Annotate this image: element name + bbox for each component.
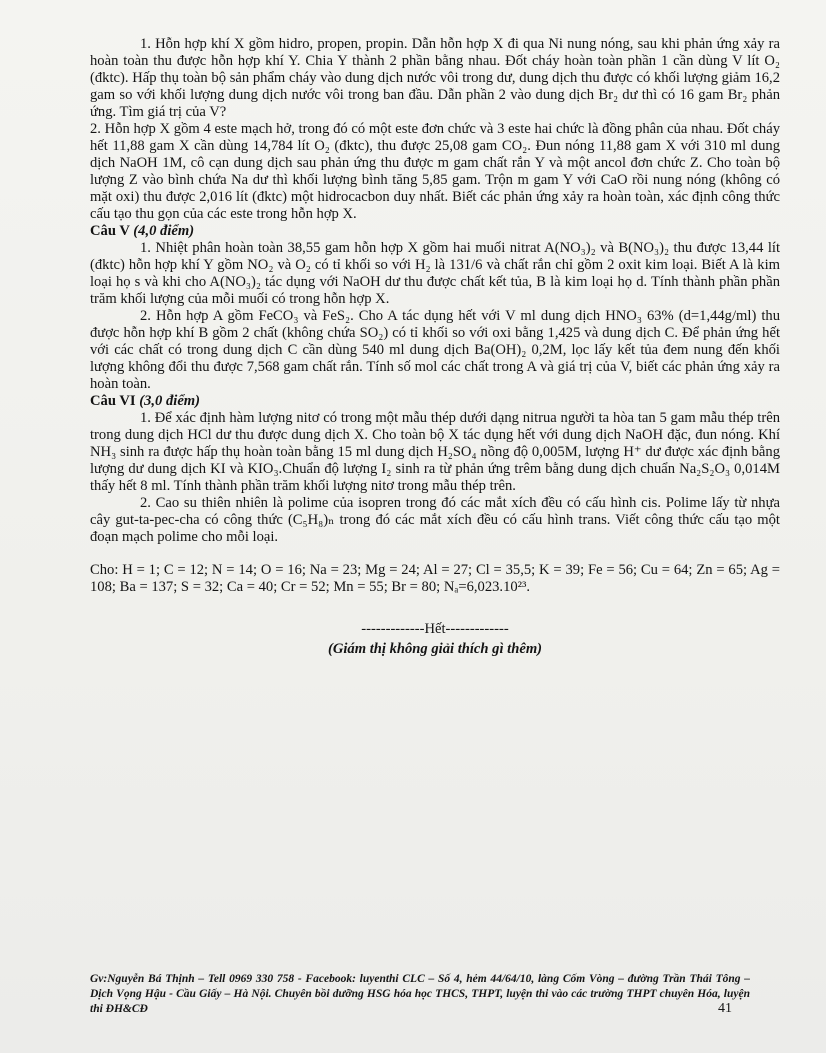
page-number: 41 xyxy=(718,1001,732,1016)
atomic-masses: Cho: H = 1; C = 12; N = 14; O = 16; Na = 23; Mg = 24; Al = 27; Cl = 35,5; K = 39; Fe = 56; Cu = 64; Zn = 65; Ag = 108; Ba = 137; S = 32; Ca = 40; Cr = 52; Mn = 55; Br = 80; Nₐ=6,023.10²³. xyxy=(90,562,780,595)
section-6-heading xyxy=(90,393,780,410)
section-5-heading xyxy=(90,223,780,240)
spacer xyxy=(90,546,780,562)
page-content xyxy=(90,36,780,658)
question-5-1: 1. Nhiệt phân hoàn toàn 38,55 gam hỗn hợp X gồm hai muối nitrat A(NO₃)₂ và B(NO₃)₂ thu được 13,44 lít (đktc) hỗn hợp khí Y gồm NO₂ và O₂ có tỉ khối so với H₂ là 131/6 và chất rắn chỉ gồm 2 oxit kim loại. Biết A là kim loại họ s và khi cho A(NO₃)₂ tác dụng với NaOH dư thu được chất kết tủa, B là kim loại họ d. Tính thành phần phần trăm khối lượng của mỗi muối có trong hỗn hợp X. xyxy=(90,240,780,307)
question-6-2: 2. Cao su thiên nhiên là polime của isopren trong đó các mắt xích đều có cấu hình cis. Polime lấy từ nhựa cây gut-ta-pec-cha có công thức (C₅H₈)ₙ trong đó các mắt xích đều có cấu hình trans. Viết công thức cấu tạo một đoạn mạch polime cho mỗi loại. xyxy=(90,495,780,545)
section-5-points: (4,0 điểm) xyxy=(133,223,195,239)
end-mark: -------------Hết------------- xyxy=(361,621,509,637)
footer-text: Gv:Nguyễn Bá Thịnh – Tell 0969 330 758 - Facebook: luyenthi CLC – Số 4, hẻm 44/64/10, làng Cốm Vòng – đường Trần Thái Tông – Dịch Vọng Hậu - Cầu Giấy – Hà Nội. Chuyên bồi dưỡng HSG hóa học THCS, THPT, luyện thi vào các trường THPT chuyên Hóa, luyện thi ĐH&CĐ xyxy=(90,973,750,1015)
section-6-title: Câu VI xyxy=(90,393,136,409)
section-5-title: Câu V xyxy=(90,223,130,239)
section-6-points: (3,0 điểm) xyxy=(139,393,201,409)
end-note: (Giám thị không giải thích gì thêm) xyxy=(327,641,543,657)
question-4-2: 2. Hỗn hợp X gồm 4 este mạch hở, trong đó có một este đơn chức và 3 este hai chức là đồng phân của nhau. Đốt cháy hết 11,88 gam X cần dùng 14,784 lít O₂ (đktc), thu được 25,08 gam CO₂. Đun nóng 11,88 gam X với 310 ml dung dịch NaOH 1M, cô cạn dung dịch sau phản ứng thu được m gam chất rắn Y và một ancol đơn chức Z. Cho toàn bộ lượng Z vào bình chứa Na dư thì khối lượng bình tăng 5,85 gam. Trộn m gam Y với CaO rồi nung nóng (không có mặt oxi) thu được 2,016 lít (đktc) một hidrocacbon duy nhất. Biết các phản ứng xảy ra hoàn toàn, xác định công thức cấu tạo thu gọn của các este trong hỗn hợp X. xyxy=(90,121,780,222)
question-4-1: 1. Hỗn hợp khí X gồm hidro, propen, propin. Dẫn hỗn hợp X đi qua Ni nung nóng, sau khi phản ứng xảy ra hoàn toàn thu được hỗn hợp khí Y. Chia Y thành 2 phần bằng nhau. Đốt cháy hoàn toàn phần 1 cần dùng V lít O₂ (đktc). Hấp thụ toàn bộ sản phẩm cháy vào dung dịch nước vôi trong dư, dung dịch thu được có khối lượng giảm 16,2 gam so với khối lượng dung dịch nước vôi trong ban đầu. Dẫn phần 2 vào dung dịch Br₂ dư thì có 16 gam Br₂ phản ứng. Tìm giá trị của V? xyxy=(90,36,780,120)
question-6-1: 1. Để xác định hàm lượng nitơ có trong một mẫu thép dưới dạng nitrua người ta hòa tan 5 gam mẫu thép trên trong dung dịch HCl dư thu được dung dịch X. Cho toàn bộ X tác dụng hết với dung dịch NaOH đặc, đun nóng. Khí NH₃ sinh ra được hấp thụ hoàn toàn bằng 15 ml dung dịch H₂SO₄ nồng độ 0,005M, lượng H⁺ dư được xác định bằng lượng dư dung dịch KI và KIO₃.Chuẩn độ lượng I₂ sinh ra từ phản ứng trêm bằng dung dịch chuẩn Na₂S₂O₃ 0,014M thấy hết 8 ml. Tính thành phần trăm khối lượng nitơ trong mẫu thép trên. xyxy=(90,410,780,494)
question-5-2: 2. Hỗn hợp A gồm FeCO₃ và FeS₂. Cho A tác dụng hết với V ml dung dịch HNO₃ 63% (d=1,44g/ml) thu được hỗn hợp khí B gồm 2 chất (không chứa SO₂) có tỉ khối so với oxi bằng 1,425 và dung dịch C. Để phản ứng hết với các chất có trong dung dịch C cần dùng 540 ml dung dịch Ba(OH)₂ 0,2M, lọc lấy kết tủa đem nung đến khối lượng không đổi thu được 7,568 gam chất rắn. Tính số mol các chất trong A và giá trị của V, biết các phản ứng xảy ra hoàn toàn. xyxy=(90,308,780,392)
